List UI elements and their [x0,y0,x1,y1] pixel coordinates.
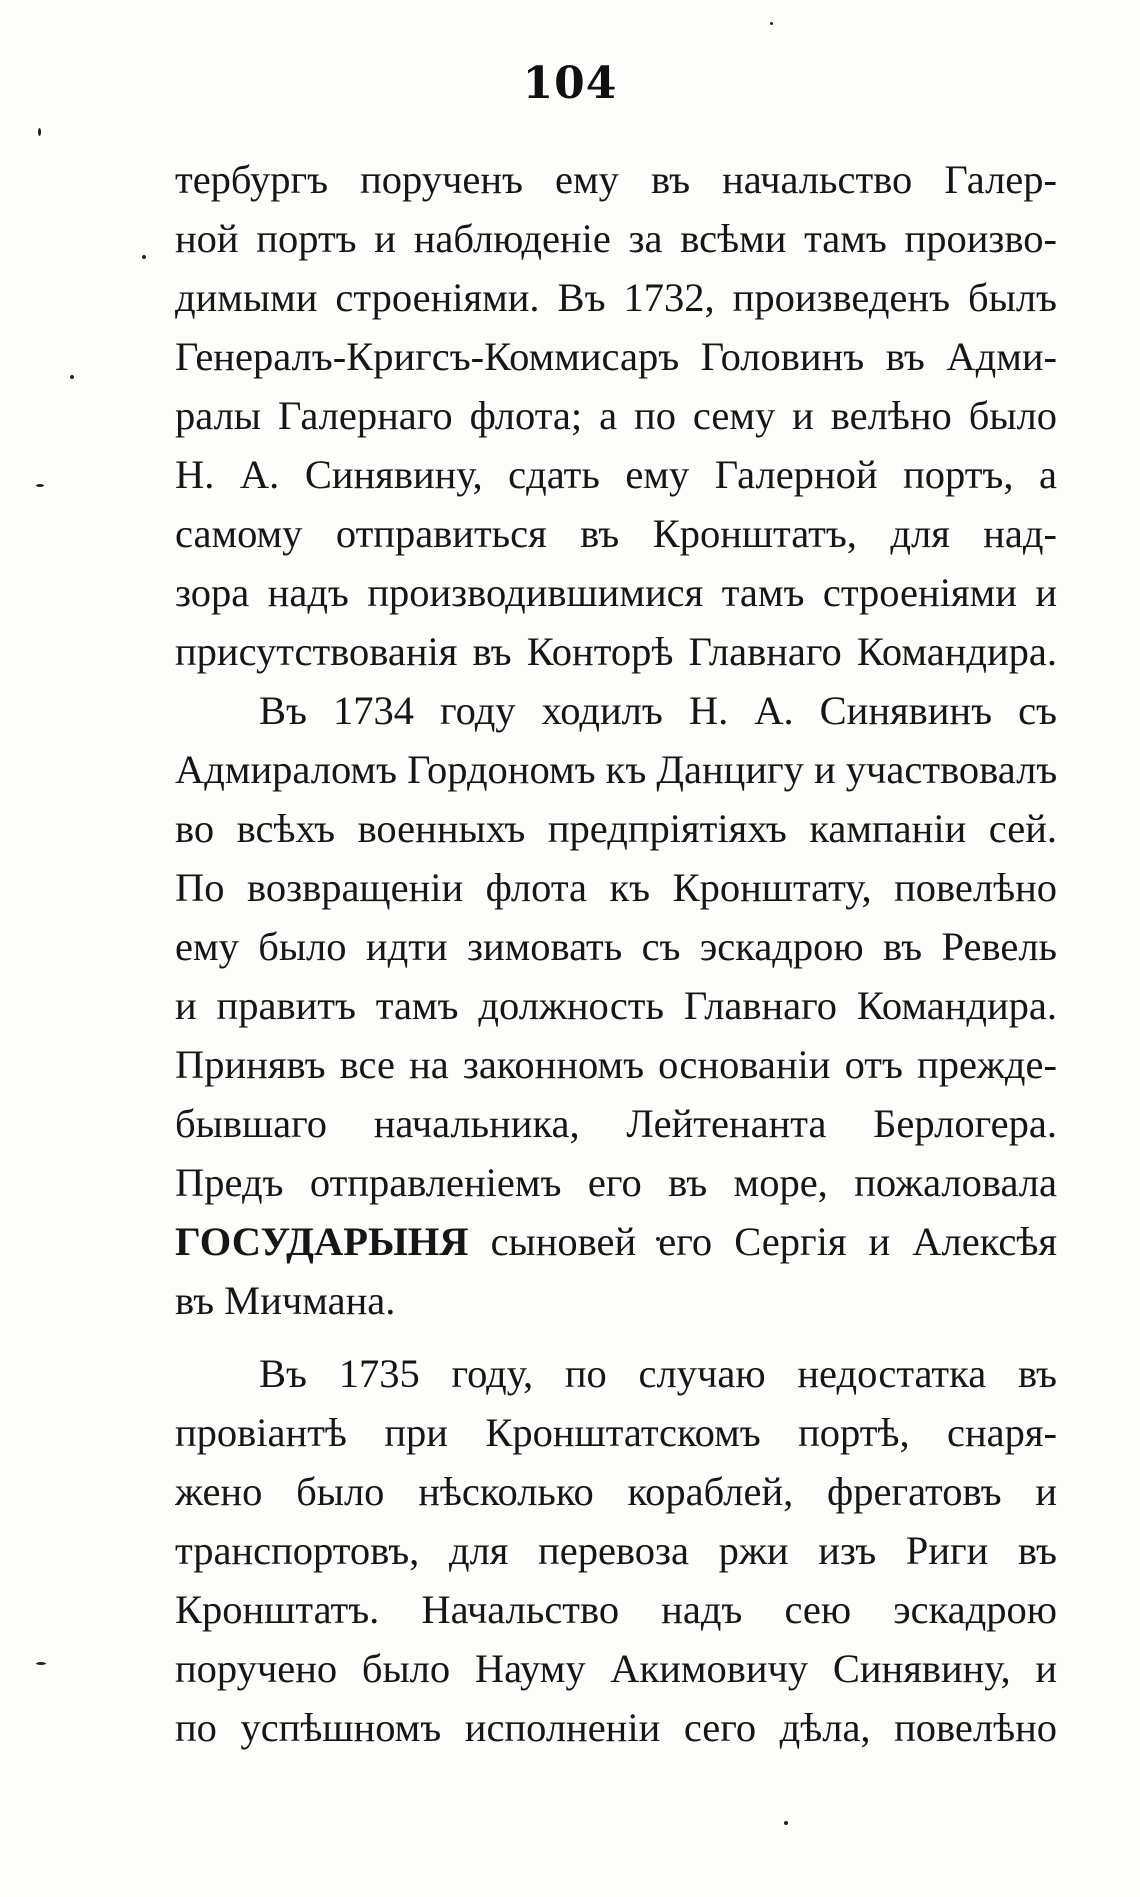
paragraph [175,681,1057,1330]
paragraph [175,150,1057,681]
ink-speck [70,375,74,379]
text-line: Н. А. Синявину, сдать ему Галерной портъ, а [175,452,1057,497]
text-line: зора надъ производившимися тамъ строеніями и [175,570,1057,615]
text-line: Кронштатъ. Начальство надъ сею эскадрою [175,1587,1057,1632]
text-line: и правитъ тамъ должность Главнаго Командира. [175,983,1057,1028]
ink-speck [142,255,146,259]
ink-speck [38,128,41,136]
text-line: По возвращеніи флота къ Кронштату, повелѣно [175,865,1057,910]
text-line: ему было идти зимовать съ эскадрою въ Ревель [175,924,1057,969]
paragraph [175,1344,1057,1757]
paragraph-gap [175,1330,1057,1344]
text-line: транспортовъ, для перевоза ржи изъ Риги въ [175,1528,1057,1573]
text-line: Адмираломъ Гордономъ къ Данцигу и участвовалъ [175,747,1057,792]
text-line: самому отправиться въ Кронштатъ, для над- [175,511,1057,556]
text-line: по успѣшномъ исполненіи сего дѣла, повелѣно [175,1705,1057,1750]
text-line: жено было нѣсколько кораблей, фрегатовъ и [175,1469,1057,1514]
ink-speck [36,1662,46,1665]
ink-speck [36,484,44,487]
text-line: во всѣхъ военныхъ предпріятіяхъ кампаніи сей. [175,806,1057,851]
body-text [175,150,1057,1757]
text-fragment: сыновей его Сергія и Алексѣя [490,1219,1057,1264]
text-line: въ Мичмана. [175,1278,396,1323]
page-number: 104 [522,58,618,109]
text-line: ной портъ и наблюденіе за всѣми тамъ произво- [175,216,1057,261]
ink-speck [784,1821,788,1825]
text-line: Предъ отправленіемъ его въ море, пожаловала [175,1160,1057,1205]
emphasis-text: ГОСУДАРЫНЯ [175,1219,469,1264]
ink-speck [770,22,773,25]
text-line: присутствованія въ Конторѣ Главнаго Командира. [175,629,1057,674]
text-line [175,1212,1057,1271]
text-line: димыми строеніями. Въ 1732, произведенъ былъ [175,275,1057,320]
text-line: поручено было Науму Акимовичу Синявину, и [175,1646,1057,1691]
text-line: провіантѣ при Кронштатскомъ портѣ, снаря- [175,1410,1057,1455]
text-line: Принявъ все на законномъ основаніи отъ прежде- [175,1042,1057,1087]
text-line: бывшаго начальника, Лейтенанта Берлогера. [175,1101,1057,1146]
text-line: Въ 1734 году ходилъ Н. А. Синявинъ съ [259,688,1057,733]
text-line: тербургъ порученъ ему въ начальство Галер- [175,157,1057,202]
text-line: Генералъ-Кригсъ-Коммисаръ Головинъ въ Адми- [175,334,1057,379]
text-line: Въ 1735 году, по случаю недостатка въ [259,1351,1057,1396]
text-line: ралы Галернаго флота; а по сему и велѣно было [175,393,1057,438]
